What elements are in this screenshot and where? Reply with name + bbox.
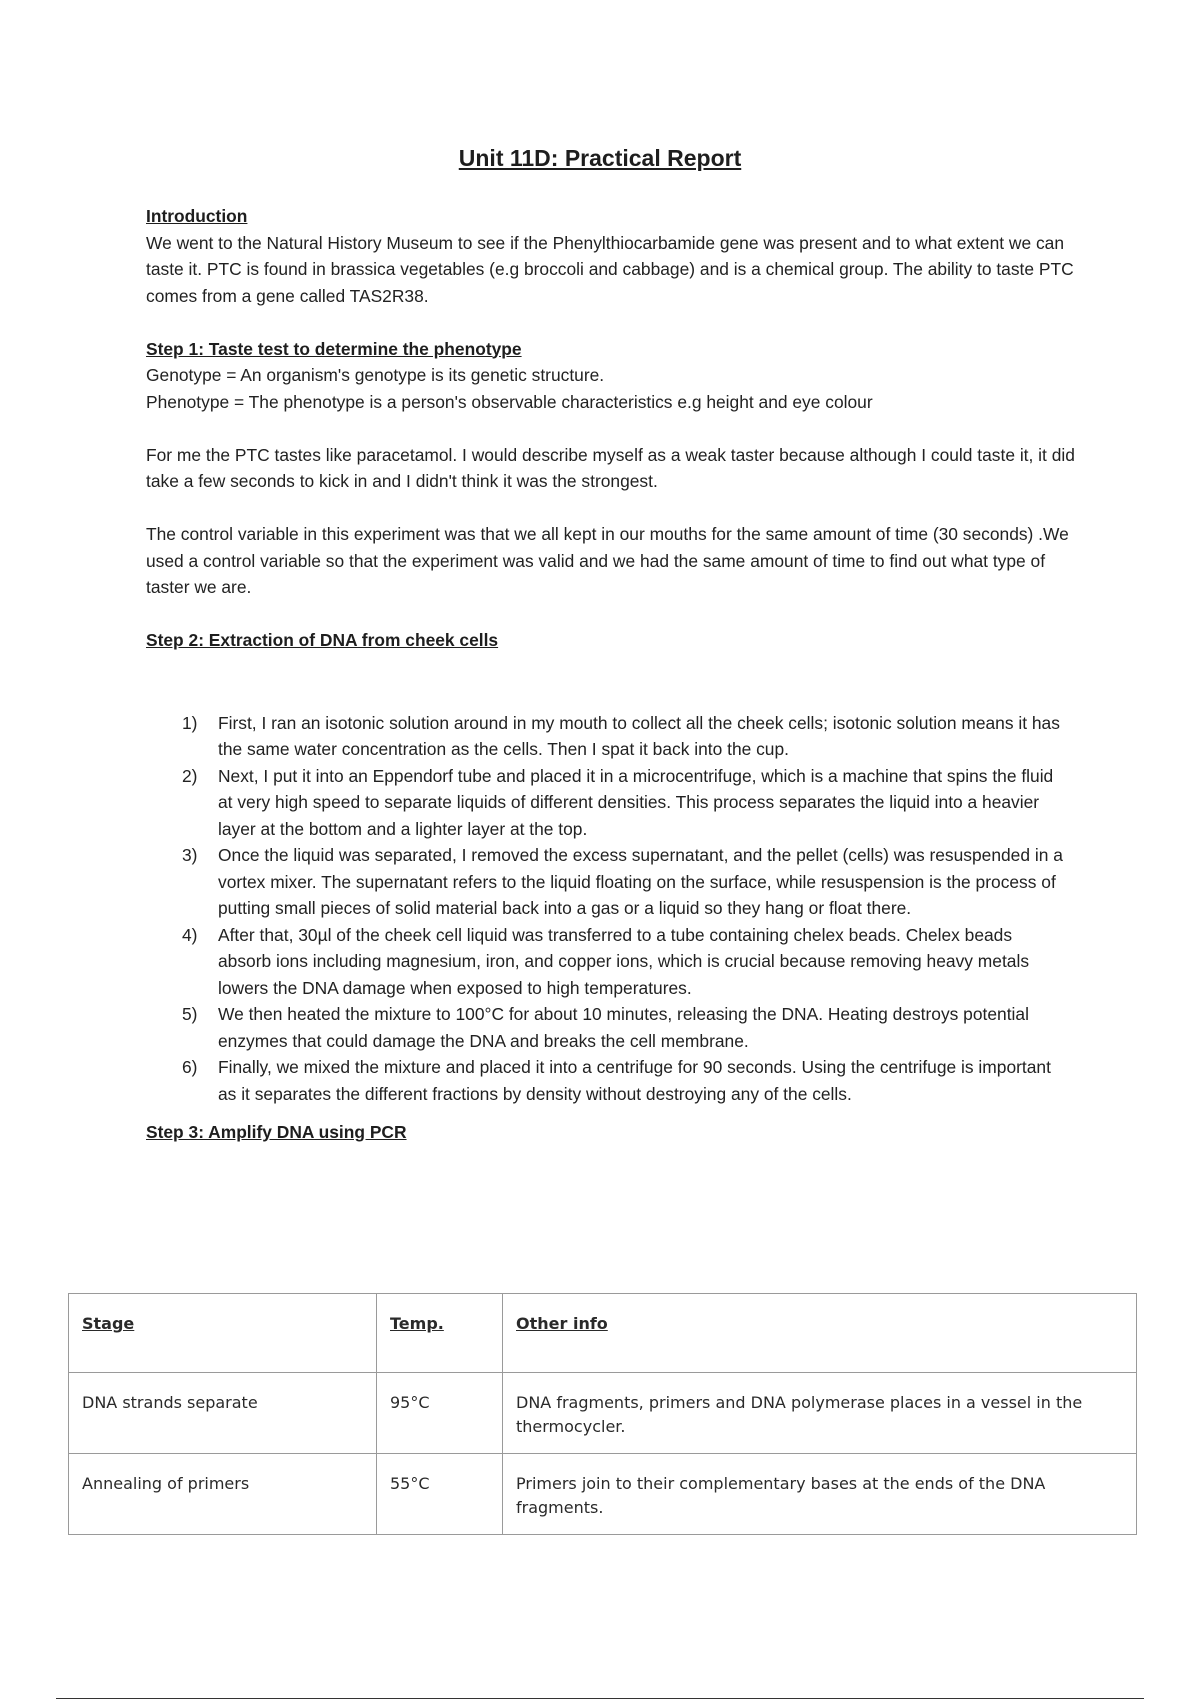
- phenotype-definition: Phenotype = The phenotype is a person's observable characteristics e.g height and eye colour: [146, 391, 873, 412]
- header-other-info: Other info: [503, 1294, 1137, 1373]
- genotype-definition: Genotype = An organism's genotype is its genetic structure.: [146, 365, 605, 385]
- step1-heading: Step 1: Taste test to determine the phenotype: [146, 338, 522, 359]
- control-variable-text: The control variable in this experiment was that we all kept in our mouths for the same amount of time (30 seconds) .We used a control variable so that the experiment was valid and we had the same amount of time to find out what type of taster we are.: [146, 524, 1069, 597]
- header-stage: Stage: [69, 1294, 377, 1373]
- report-body: [146, 203, 1076, 1146]
- table-header-row: [69, 1294, 1137, 1373]
- cell-stage: Annealing of primers: [69, 1454, 377, 1535]
- list-item: We then heated the mixture to 100°C for about 10 minutes, releasing the DNA. Heating destroys potential enzymes that could damage the DNA and breaks the cell membrane.: [218, 1004, 1029, 1051]
- table-row: [69, 1373, 1137, 1454]
- step2-heading: Step 2: Extraction of DNA from cheek cells: [146, 630, 499, 650]
- list-item: After that, 30µl of the cheek cell liquid was transferred to a tube containing chelex beads. Chelex beads absorb ions including magnesium, iron, and copper ions, which is crucial because removing heavy metals lowers the DNA damage when exposed to high temperatures.: [218, 924, 1030, 998]
- cell-other-info: DNA fragments, primers and DNA polymerase places in a vessel in the thermocycler.: [503, 1373, 1137, 1454]
- cell-temp: 95°C: [377, 1373, 503, 1454]
- list-item: Next, I put it into an Eppendorf tube and placed it in a microcentrifuge, which is a machine that spins the fluid at very high speed to separate liquids of different densities. This process separates the liquid into a heavier layer at the bottom and a lighter layer at the top.: [218, 765, 1054, 839]
- taste-description: For me the PTC tastes like paracetamol. I would describe myself as a weak taster because although I could taste it, it did take a few seconds to kick in and I didn't think it was the strongest.: [146, 444, 1075, 491]
- table-row: [69, 1454, 1137, 1535]
- introduction-heading: Introduction: [146, 206, 248, 226]
- list-item: Finally, we mixed the mixture and placed it into a centrifuge for 90 seconds. Using the centrifuge is important as it separates the different fractions by density without destroying any of the cells.: [218, 1057, 1051, 1104]
- extraction-steps-list: [146, 710, 1076, 1108]
- step3-heading: Step 3: Amplify DNA using PCR: [146, 1122, 407, 1142]
- page-bottom-divider: [56, 1698, 1144, 1699]
- cell-stage: DNA strands separate: [69, 1373, 377, 1454]
- list-item: Once the liquid was separated, I removed the excess supernatant, and the pellet (cells) was resuspended in a vortex mixer. The supernatant refers to the liquid floating on the surface, while resuspension is the process of putting small pieces of solid material back into a gas or a liquid so they hang or float there.: [218, 845, 1063, 918]
- cell-other-info: Primers join to their complementary bases at the ends of the DNA fragments.: [503, 1454, 1137, 1535]
- page-title: Unit 11D: Practical Report: [458, 145, 742, 171]
- pcr-table: [68, 1293, 1137, 1535]
- cell-temp: 55°C: [377, 1454, 503, 1535]
- header-temp: Temp.: [377, 1294, 503, 1373]
- introduction-text: We went to the Natural History Museum to see if the Phenylthiocarbamide gene was present and to what extent we can taste it. PTC is found in brassica vegetables (e.g broccoli and cabbage) and is a chemical group. The ability to taste PTC comes from a gene called TAS2R38.: [146, 232, 1074, 306]
- list-item: First, I ran an isotonic solution around in my mouth to collect all the cheek cells; isotonic solution means it has the same water concentration as the cells. Then I spat it back into the cup.: [218, 712, 1060, 759]
